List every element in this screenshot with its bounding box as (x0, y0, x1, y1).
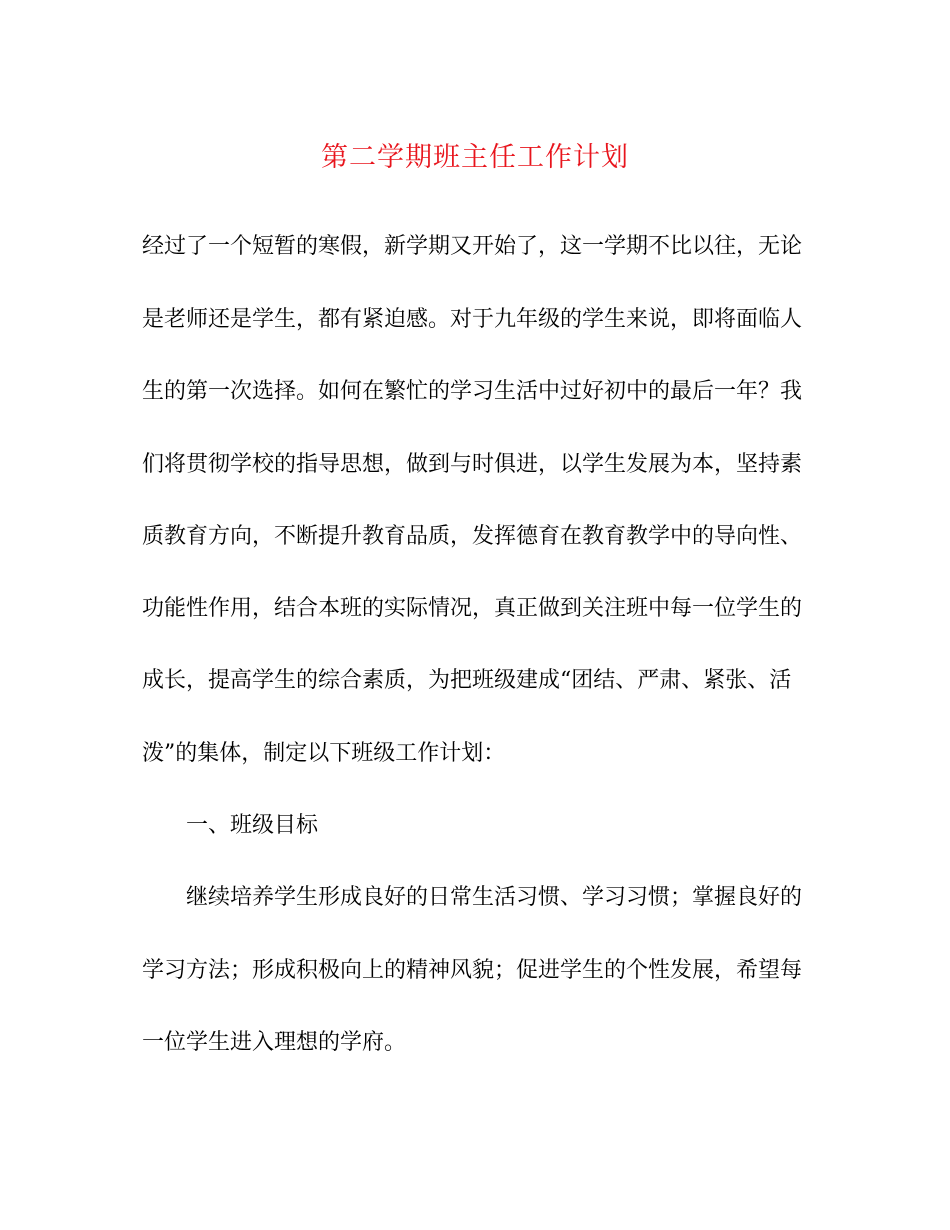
paragraph-line: 泼”的集体，制定以下班级工作计划： (142, 741, 506, 766)
paragraph-line: 们将贯彻学校的指导思想，做到与时俱进，以学生发展为本，坚持素 (142, 452, 803, 477)
paragraph-line: 学习方法；形成积极向上的精神风貌；促进学生的个性发展，希望每 (142, 958, 803, 983)
paragraph-line: 是老师还是学生，都有紧迫感。对于九年级的学生来说，即将面临人 (142, 307, 803, 332)
document-title: 第二学期班主任工作计划 (321, 142, 629, 173)
paragraph-line: 一位学生进入理想的学府。 (142, 1030, 407, 1055)
paragraph-line: 生的第一次选择。如何在繁忙的学习生活中过好初中的最后一年？我 (142, 379, 803, 404)
paragraph-line: 成长，提高学生的综合素质，为把班级建成“团结、严肃、紧张、活 (142, 668, 792, 693)
paragraph-line: 继续培养学生形成良好的日常生活习惯、学习习惯；掌握良好的 (186, 885, 803, 910)
paragraph-line: 经过了一个短暂的寒假，新学期又开始了，这一学期不比以往，无论 (142, 234, 803, 259)
section-heading: 一、班级目标 (186, 813, 319, 838)
paragraph-line: 质教育方向，不断提升教育品质，发挥德育在教育教学中的导向性、 (142, 524, 803, 549)
paragraph-line: 功能性作用，结合本班的实际情况，真正做到关注班中每一位学生的 (142, 596, 803, 621)
